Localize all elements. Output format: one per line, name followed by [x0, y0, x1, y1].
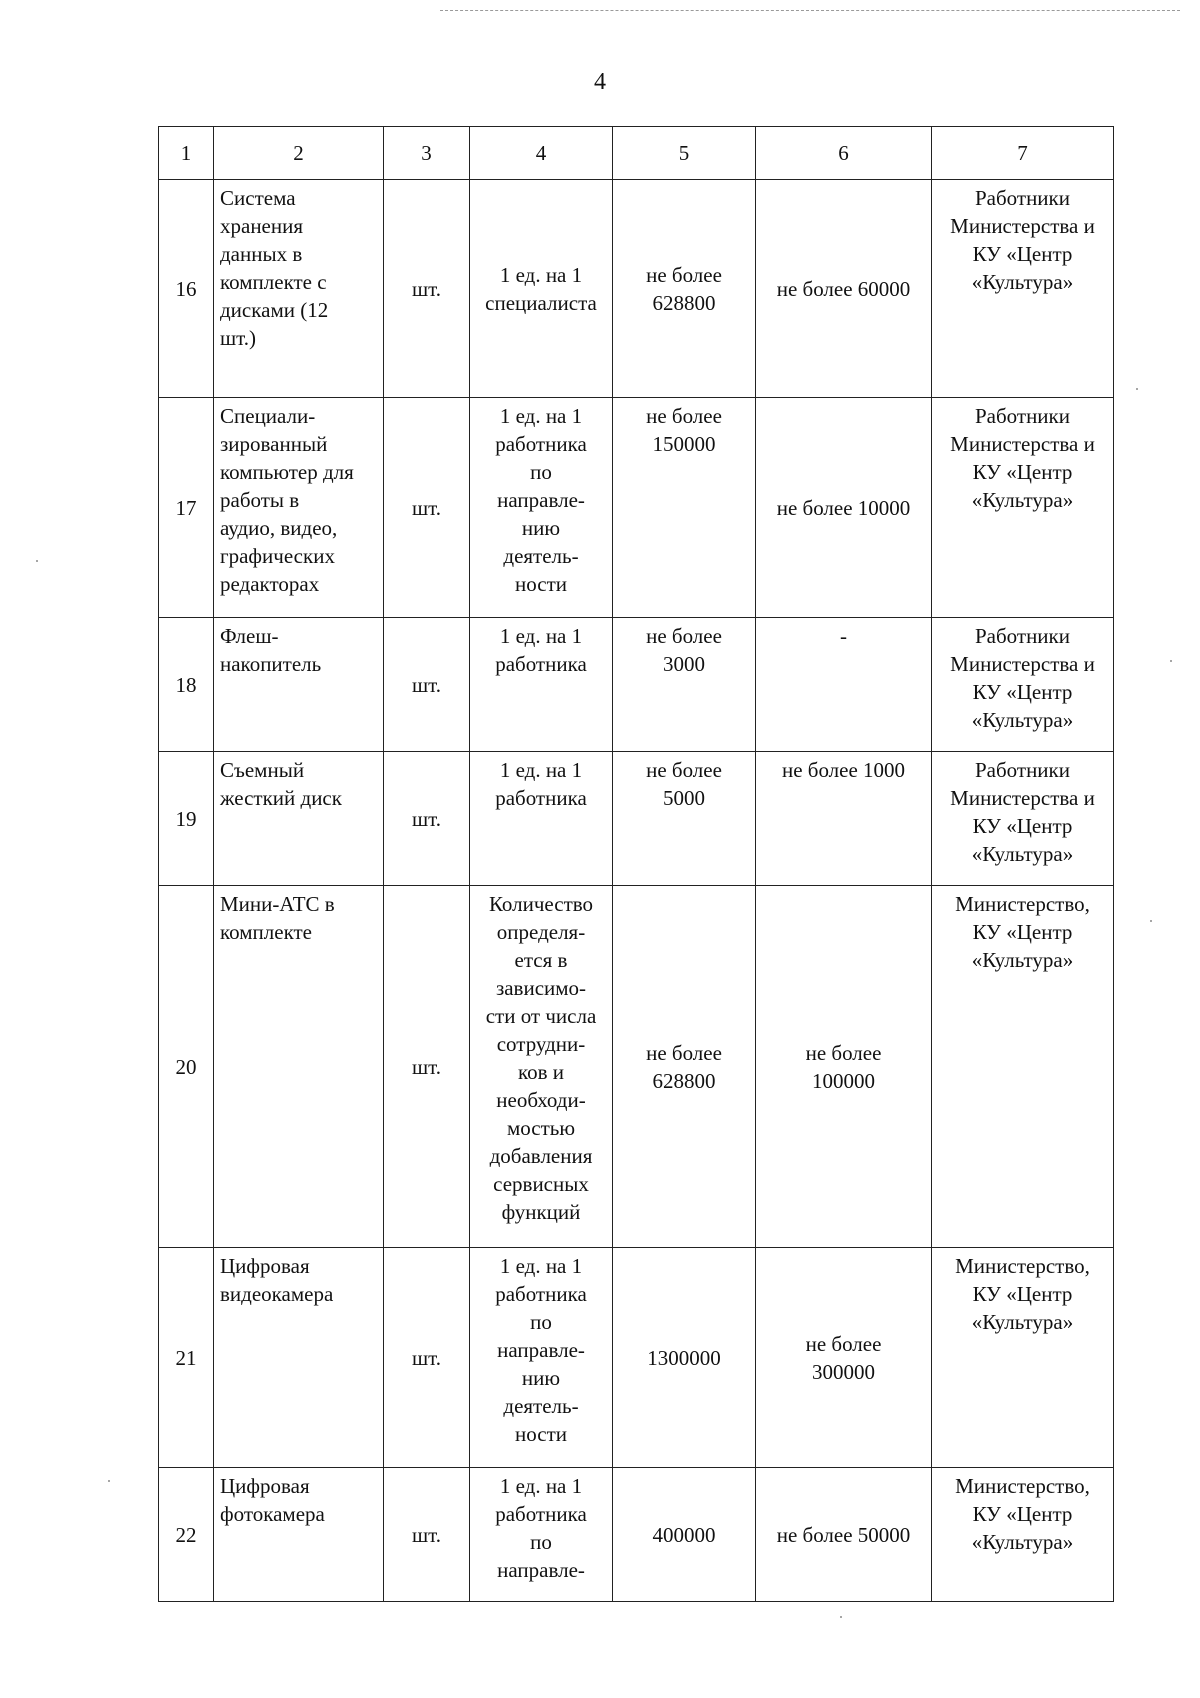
item-norm: 1 ед. на 1 работника	[470, 752, 613, 886]
item-name: Специали- зированный компьютер для работы в аудио, видео, графических редакторах	[214, 398, 384, 618]
item-cost: не более 300000	[756, 1248, 932, 1468]
scan-speck	[1170, 660, 1172, 662]
item-recipients: Министерство, КУ «Центр «Культура»	[932, 1468, 1114, 1602]
item-unit: шт.	[384, 618, 470, 752]
item-cost: не более 100000	[756, 886, 932, 1248]
item-cost: не более 10000	[756, 398, 932, 618]
scan-speck	[1136, 388, 1138, 390]
item-cost: -	[756, 618, 932, 752]
item-recipients: Работники Министерства и КУ «Центр «Культура»	[932, 618, 1114, 752]
row-number: 17	[159, 398, 214, 618]
item-price: 1300000	[613, 1248, 756, 1468]
item-name: Цифровая фотокамера	[214, 1468, 384, 1602]
column-header: 7	[932, 127, 1114, 180]
table-header-row	[159, 127, 1114, 180]
item-unit: шт.	[384, 752, 470, 886]
item-norm: 1 ед. на 1 специалиста	[470, 180, 613, 398]
scan-speck	[36, 560, 38, 562]
item-price: не более 150000	[613, 398, 756, 618]
item-recipients: Работники Министерства и КУ «Центр «Культура»	[932, 752, 1114, 886]
column-header: 4	[470, 127, 613, 180]
scan-speck	[108, 1480, 110, 1482]
item-price: 400000	[613, 1468, 756, 1602]
item-unit: шт.	[384, 180, 470, 398]
item-recipients: Работники Министерства и КУ «Центр «Культура»	[932, 398, 1114, 618]
item-name: Система хранения данных в комплекте с дисками (12 шт.)	[214, 180, 384, 398]
item-norm: 1 ед. на 1 работника по направле- нию деятель- ности	[470, 1248, 613, 1468]
column-header: 5	[613, 127, 756, 180]
item-norm: 1 ед. на 1 работника по направле- нию деятель- ности	[470, 398, 613, 618]
column-header: 1	[159, 127, 214, 180]
item-name: Цифровая видеокамера	[214, 1248, 384, 1468]
column-header: 2	[214, 127, 384, 180]
column-header: 3	[384, 127, 470, 180]
page-number: 4	[594, 69, 606, 95]
item-recipients: Работники Министерства и КУ «Центр «Культура»	[932, 180, 1114, 398]
row-number: 18	[159, 618, 214, 752]
item-price: не более 3000	[613, 618, 756, 752]
table-row	[159, 752, 1114, 886]
item-norm: Количество определя- ется в зависимо- сти от числа сотрудни- ков и необходи- мостью добавления сервисных функций	[470, 886, 613, 1248]
item-cost: не более 60000	[756, 180, 932, 398]
item-price: не более 628800	[613, 180, 756, 398]
row-number: 16	[159, 180, 214, 398]
item-cost: не более 1000	[756, 752, 932, 886]
row-number: 20	[159, 886, 214, 1248]
item-recipients: Министерство, КУ «Центр «Культура»	[932, 886, 1114, 1248]
item-unit: шт.	[384, 398, 470, 618]
item-recipients: Министерство, КУ «Центр «Культура»	[932, 1248, 1114, 1468]
table-row	[159, 1248, 1114, 1468]
table-row	[159, 886, 1114, 1248]
row-number: 19	[159, 752, 214, 886]
item-price: не более 5000	[613, 752, 756, 886]
table-row	[159, 1468, 1114, 1602]
table-row	[159, 618, 1114, 752]
scan-speck	[1150, 920, 1152, 922]
item-unit: шт.	[384, 886, 470, 1248]
item-unit: шт.	[384, 1248, 470, 1468]
row-number: 22	[159, 1468, 214, 1602]
item-name: Мини-АТС в комплекте	[214, 886, 384, 1248]
scan-top-rule	[440, 10, 1180, 11]
column-header: 6	[756, 127, 932, 180]
item-name: Флеш- накопитель	[214, 618, 384, 752]
item-norm: 1 ед. на 1 работника по направле-	[470, 1468, 613, 1602]
item-cost: не более 50000	[756, 1468, 932, 1602]
table-row	[159, 180, 1114, 398]
scan-speck	[840, 1616, 842, 1618]
table-row	[159, 398, 1114, 618]
item-price: не более 628800	[613, 886, 756, 1248]
item-name: Съемный жесткий диск	[214, 752, 384, 886]
item-norm: 1 ед. на 1 работника	[470, 618, 613, 752]
row-number: 21	[159, 1248, 214, 1468]
item-unit: шт.	[384, 1468, 470, 1602]
equipment-norms-table	[158, 126, 1114, 1602]
